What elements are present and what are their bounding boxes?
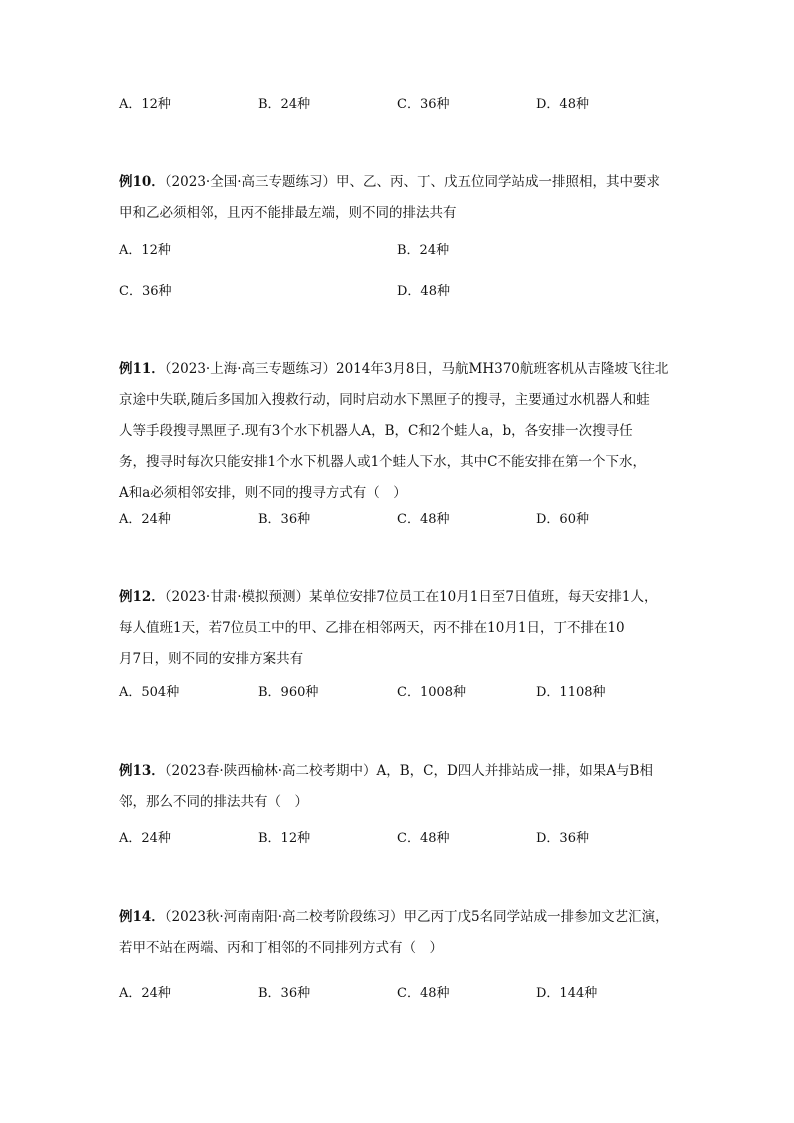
question-line — [119, 582, 679, 613]
question-text: （2023秋·河南南阳·高二校考阶段练习）甲乙丙丁戊5名同学站成一排参加文艺汇演， — [164, 909, 669, 925]
question-line — [119, 167, 679, 198]
option-c: C．48种 — [397, 986, 450, 1001]
option-d: D．48种 — [397, 284, 450, 299]
option-d: D．48种 — [536, 97, 589, 112]
option-c: C．48种 — [397, 831, 450, 846]
question-line — [119, 902, 679, 933]
option-d: D．1108种 — [536, 685, 606, 700]
option-a: A．12种 — [119, 243, 171, 258]
question-line: 邻，那么不同的排法共有（ ） — [119, 794, 308, 810]
question-13 — [119, 756, 679, 818]
option-c: C．36种 — [119, 284, 172, 299]
question-line: 甲和乙必须相邻，且丙不能排最左端，则不同的排法共有 — [119, 205, 457, 221]
question-14 — [119, 902, 679, 964]
question-10 — [119, 167, 679, 229]
question-text: （2023·全国·高三专题练习）甲、乙、丙、丁、戊五位同学站成一排照相，其中要求 — [164, 174, 660, 190]
option-b: B．36种 — [258, 986, 311, 1001]
option-a: A．24种 — [119, 986, 171, 1001]
question-number: 例12． — [119, 589, 165, 605]
question-line: 月7日，则不同的安排方案共有 — [119, 651, 304, 667]
question-line: 京途中失联,随后多国加入搜救行动，同时启动水下黑匣子的搜寻，主要通过水机器人和蛙 — [119, 392, 650, 408]
option-a: A．24种 — [119, 512, 171, 527]
question-line: 每人值班1天，若7位员工中的甲、乙排在相邻两天，丙不排在10月1日，丁不排在10 — [119, 620, 625, 636]
option-b: B．24种 — [258, 97, 311, 112]
question-12 — [119, 582, 679, 675]
question-line — [119, 756, 679, 787]
question-line: A和a必须相邻安排，则不同的搜寻方式有（ ） — [119, 485, 407, 501]
question-line: 若甲不站在两端、丙和丁相邻的不同排列方式有（ ） — [119, 940, 443, 956]
question-line: 人等手段搜寻黑匣子.现有3个水下机器人A，B，C和2个蛙人a，b，各安排一次搜寻任 — [119, 423, 633, 439]
question-text: （2023·甘肃·模拟预测）某单位安排7位员工在10月1日至7日值班，每天安排1人， — [164, 589, 658, 605]
option-d: D．60种 — [536, 512, 589, 527]
question-line: 务，搜寻时每次只能安排1个水下机器人或1个蛙人下水，其中C不能安排在第一个下水， — [119, 454, 647, 470]
option-a: A．504种 — [119, 685, 180, 700]
option-c: C．36种 — [397, 97, 450, 112]
option-b: B．960种 — [258, 685, 319, 700]
option-a: A．12种 — [119, 97, 171, 112]
question-11 — [119, 354, 679, 509]
question-number: 例14． — [119, 909, 165, 925]
option-a: A．24种 — [119, 831, 171, 846]
question-text: （2023春·陕西榆林·高二校考期中）A，B，C，D四人并排站成一排，如果A与B相 — [164, 763, 653, 779]
question-number: 例11． — [119, 361, 165, 377]
option-b: B．36种 — [258, 512, 311, 527]
option-d: D．36种 — [536, 831, 589, 846]
option-b: B．24种 — [397, 243, 450, 258]
option-b: B．12种 — [258, 831, 311, 846]
question-line — [119, 354, 679, 385]
question-number: 例10． — [119, 174, 165, 190]
question-text: （2023·上海·高三专题练习）2014年3月8日，马航MH370航班客机从吉隆坡飞往北 — [164, 361, 669, 377]
option-c: C．1008种 — [397, 685, 467, 700]
option-d: D．144种 — [536, 986, 598, 1001]
option-c: C．48种 — [397, 512, 450, 527]
question-number: 例13． — [119, 763, 165, 779]
